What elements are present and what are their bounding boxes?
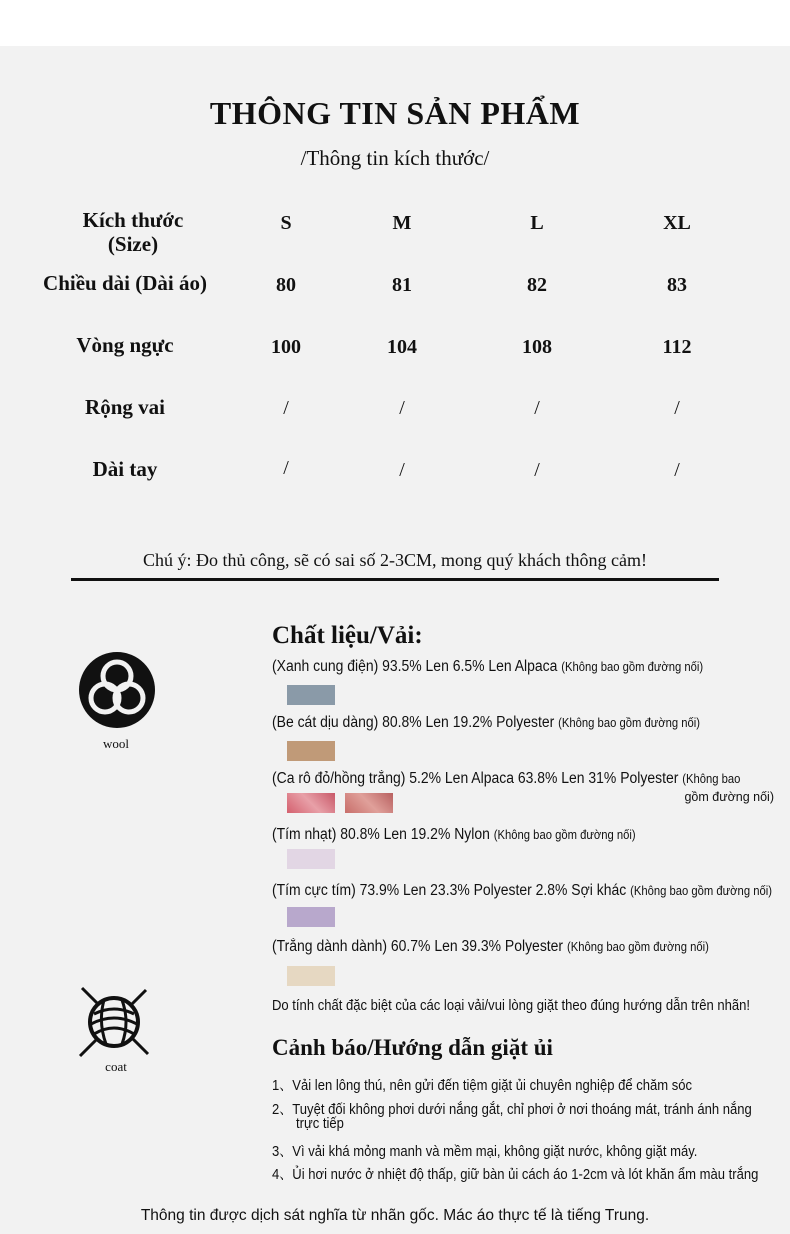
care-special-note: Do tính chất đặc biệt của các loại vải/vui lòng giặt theo đúng hướng dẫn trên nhãn! (272, 998, 750, 1014)
material-note-cont: gồm đường nối) (684, 790, 774, 804)
wash-line-2: 2、Tuyệt đối không phơi dưới nắng gắt, chỉ phơi ở nơi thoáng mát, tránh ánh nắng (272, 1102, 752, 1118)
fabric-swatch-white (287, 966, 335, 986)
material-line-3 (272, 770, 740, 788)
footer-note: Thông tin được dịch sát nghĩa từ nhãn gốc. Mác áo thực tế là tiếng Trung. (140, 1207, 650, 1224)
material-note: (Không bao (682, 772, 741, 786)
material-text: (Xanh cung điện) 93.5% Len 6.5% Len Alpaca (272, 658, 558, 675)
material-line-2 (272, 714, 700, 732)
material-text: (Tím nhạt) 80.8% Len 19.2% Nylon (272, 826, 490, 843)
fabric-swatch-light-purple (287, 849, 335, 869)
table-cell: / (283, 457, 289, 479)
material-note: (Không bao gồm đường nối) (561, 660, 704, 674)
wash-line-3: 3、Vì vải khá mỏng manh và mềm mại, không giặt nước, không giặt máy. (272, 1144, 698, 1160)
measurement-note: Chú ý: Đo thủ công, sẽ có sai số 2-3CM, mong quý khách thông cảm! (143, 550, 647, 570)
material-text: (Tím cực tím) 73.9% Len 23.3% Polyester 2.8% Sợi khác (272, 882, 627, 899)
fabric-swatch-red-check (287, 793, 335, 813)
table-cell: 112 (662, 336, 692, 358)
page-subtitle: /Thông tin kích thước/ (300, 146, 490, 170)
size-col-xl: XL (663, 212, 691, 234)
wash-line-4: 4、Ủi hơi nước ở nhiệt độ thấp, giữ bàn ủi cách áo 1-2cm và lót khăn ẩm màu trắng (272, 1167, 759, 1183)
table-cell: 82 (527, 274, 547, 296)
material-text: (Trắng dành dành) 60.7% Len 39.3% Polyester (272, 938, 564, 955)
fabric-swatch-blue (287, 685, 335, 705)
material-note: (Không bao gồm đường nối) (566, 940, 709, 954)
material-note: (Không bao gồm đường nối) (630, 884, 772, 898)
table-cell: 104 (387, 336, 417, 358)
size-col-l: L (530, 212, 544, 234)
coat-label: coat (105, 1059, 127, 1074)
material-line-1 (272, 658, 703, 676)
table-cell: / (674, 459, 680, 481)
material-line-4 (272, 826, 636, 844)
wool-icon (77, 650, 157, 730)
table-cell: 81 (392, 274, 412, 296)
material-text: (Ca rô đỏ/hồng trắng) 5.2% Len Alpaca 63.8% Len 31% Polyester (272, 770, 679, 787)
size-header-line2: (Size) (107, 232, 159, 256)
fabric-swatch-beige (287, 741, 335, 761)
size-header-line1: Kích thước (82, 208, 184, 232)
wool-label: wool (103, 736, 129, 751)
size-header-label (60, 208, 206, 256)
material-note: (Không bao gồm đường nối) (493, 828, 636, 842)
washing-title: Cảnh báo/Hướng dẫn giặt ủi (272, 1035, 553, 1060)
table-cell: 100 (271, 336, 301, 358)
material-line-6 (272, 938, 709, 956)
size-col-m: M (392, 212, 412, 234)
table-cell: 80 (276, 274, 296, 296)
table-cell: / (399, 459, 405, 481)
size-col-s: S (280, 212, 292, 234)
material-line-5 (272, 882, 772, 900)
row-label-shoulder: Rộng vai (85, 395, 165, 419)
row-label-chest: Vòng ngực (76, 333, 174, 357)
table-cell: / (534, 397, 540, 419)
table-cell: 83 (667, 274, 687, 296)
yarn-ball-icon (76, 984, 152, 1060)
table-cell: / (283, 397, 289, 419)
divider (71, 578, 719, 581)
material-note: (Không bao gồm đường nối) (558, 716, 701, 730)
row-label-sleeve: Dài tay (92, 457, 158, 481)
table-cell: / (534, 459, 540, 481)
table-cell: 108 (522, 336, 552, 358)
row-label-length: Chiều dài (Dài áo) (43, 271, 207, 295)
fabric-swatch-violet (287, 907, 335, 927)
fabric-swatch-pink-check (345, 793, 393, 813)
materials-title: Chất liệu/Vải: (272, 622, 423, 649)
table-cell: / (399, 397, 405, 419)
material-text: (Be cát dịu dàng) 80.8% Len 19.2% Polyester (272, 714, 555, 731)
wash-line-1: 1、Vải len lông thú, nên gửi đến tiệm giặt ủi chuyên nghiệp để chăm sóc (272, 1078, 693, 1094)
wash-line-2-cont: trực tiếp (296, 1116, 344, 1132)
table-cell: / (674, 397, 680, 419)
page-title: THÔNG TIN SẢN PHẨM (209, 95, 581, 131)
